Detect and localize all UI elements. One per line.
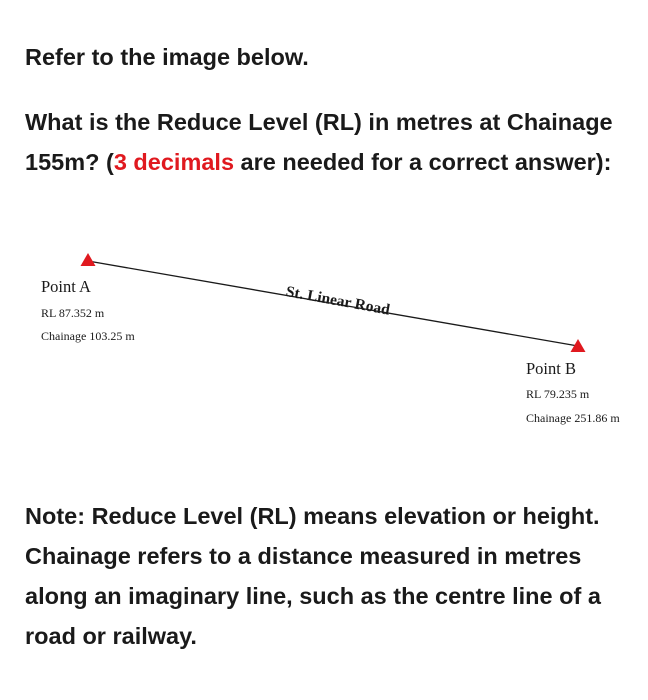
point-b-rl: RL 79.235 m (526, 387, 590, 401)
point-a-marker-icon (81, 253, 96, 266)
question-text (25, 102, 625, 182)
road-diagram (0, 240, 648, 440)
intro-text: Refer to the image below. (25, 44, 309, 70)
point-b-chainage: Chainage 251.86 m (526, 411, 620, 425)
point-a-name: Point A (41, 277, 91, 296)
road-label: St. Linear Road (284, 283, 392, 319)
point-a-rl: RL 87.352 m (41, 306, 105, 320)
point-b-name: Point B (526, 359, 576, 378)
question-text-end: are needed for a correct answer): (234, 149, 612, 175)
note-text: Note: Reduce Level (RL) means elevation or height. Chainage refers to a distance measured in metres along an imaginary line, such as the centre line of a road or railway. (25, 503, 601, 649)
decimals-highlight: 3 decimals (113, 149, 235, 175)
question-text-start: What is the Reduce Level (RL) in metres at Chainage 155m? ( (25, 109, 613, 175)
point-a-chainage: Chainage 103.25 m (41, 329, 135, 343)
